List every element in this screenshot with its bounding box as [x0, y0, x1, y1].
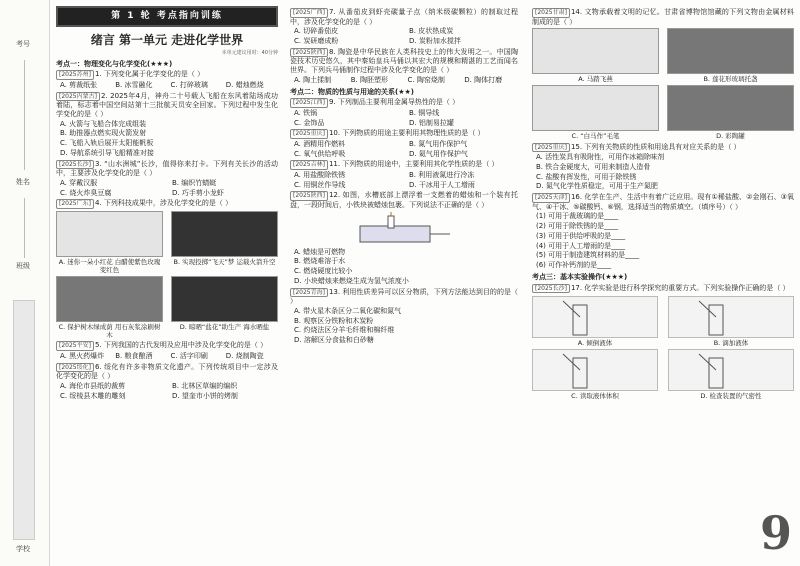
option: D. 铝制易拉罐 [409, 118, 454, 127]
option: C. 飞船入轨后展开太阳能帆板 [60, 139, 154, 147]
option: D. 陶体打磨 [464, 75, 503, 84]
answer-bracket: （ ） [98, 372, 115, 380]
question [532, 284, 794, 294]
column-2 [290, 6, 518, 562]
question [290, 98, 518, 108]
option: B. 利用液氮进行冷冻 [409, 170, 475, 179]
picture-options [532, 28, 794, 140]
question-text: 15. 下列有关物质的性质和用途具有对应关系的是 [570, 142, 725, 151]
picture-option [532, 28, 659, 83]
option: C. 陶窑烧制 [407, 75, 445, 84]
source-tag: [2025广东] [56, 199, 94, 209]
option: C. 燃烧硬度比较小 [294, 267, 353, 275]
unit-title: 绪言 第一单元 走进化学世界 [90, 33, 244, 48]
answer-bracket: （ ） [468, 129, 485, 138]
option-photo [667, 85, 794, 131]
binding-label: 班级 [16, 262, 30, 270]
source-tag: [2025苏州] [56, 70, 94, 80]
options [60, 179, 278, 198]
question-text: 2. 2025年4月，神舟二十号载人飞船在东风着陆场成功着陆，标志着中国空间站第十三批航天员安全回家。下列过程中发生化学变化的是 [56, 91, 278, 118]
binding-label: 学校 [16, 545, 30, 553]
lab-caption: D. 检查装置的气密性 [700, 392, 762, 401]
option: C. 绥棱县木雕的雕刻 [60, 391, 126, 400]
picture-option [667, 28, 794, 83]
option: C. 灼烧法区分羊毛纤维和棉纤维 [294, 326, 395, 335]
answer-bracket: （ ） [442, 98, 460, 107]
lab-caption: B. 滴加液体 [713, 339, 749, 347]
answer-bracket: （ ） [482, 160, 499, 169]
option: C. 活字印刷 [170, 351, 208, 360]
question-text: 10. 下列物质的用途主要利用其物理性质的是 [328, 129, 469, 138]
option-caption: C. 保护树木绿成荫 用石灰浆涂刷树木 [58, 323, 161, 340]
option: B. 皮状热成炭 [409, 27, 454, 36]
question-text: 3. “山水洲城”长沙，值得你来打卡。下列有关长沙的活动中，主要涉及化学变化的是 [56, 159, 278, 177]
option-caption: A. 马踏飞燕 [578, 75, 613, 84]
option-caption: B. 莲花形玻璃托盏 [703, 75, 758, 84]
options [60, 81, 278, 90]
option: A. 带火星木条区分二氧化碳和氮气 [294, 306, 402, 315]
question-text: 6. 绥化有许多非物质文化遗产。下列传统项目中一定涉及化学变化的是 [56, 362, 278, 380]
answer-bracket: （ ） [472, 200, 489, 209]
binding-label: 考号 [16, 40, 30, 48]
option-caption: C. “白马作”毛笔 [571, 132, 620, 141]
answer-bracket: （ ） [773, 283, 790, 292]
options [60, 352, 278, 361]
option: D. 导航系统引导飞船精准对接 [60, 148, 154, 157]
lab-operation [532, 296, 658, 347]
option: D. 炭粉加水搅拌 [409, 37, 461, 45]
options [532, 212, 794, 270]
lab-operation [668, 296, 794, 347]
picture-option [667, 85, 794, 140]
question-text: 13. 利用性质差异可以区分物质，下列方法能达到目的的是 [328, 287, 511, 296]
options [532, 153, 794, 191]
question-text: 16. 化学在生产、生活中有着广泛应用。现有①稀盐酸、②金刚石、③氧气、④干冰、⑤碳酸钙、⑥钢，选择适当的物质填空。（填序号） [532, 193, 794, 211]
option: D. 小块蜡烛来燃烧生成为氢气浓度小 [294, 276, 409, 285]
option: D. 巧手剪小龙虾 [172, 188, 224, 197]
experiment-figure [350, 212, 460, 246]
source-tag: [2025绥化] [56, 363, 94, 373]
options [294, 140, 518, 159]
lab-caption: C. 读取液体体积 [571, 392, 619, 401]
option-photo [56, 211, 163, 257]
column-3-content [532, 8, 794, 400]
option: C. 用铜丝作导线 [294, 180, 346, 189]
picture-option [171, 211, 278, 274]
lab-apparatus-svg [533, 350, 657, 390]
option: B. 铜导线 [409, 108, 440, 117]
source-tag: [2025平安] [56, 341, 94, 351]
source-tag: [2025长沙] [56, 160, 94, 170]
option: B. 陶胚塑形 [350, 75, 389, 84]
option: (2) 可用于除铁锈的是____ [536, 222, 619, 230]
lab-diagram [532, 349, 658, 391]
source-tag: [2025长沙] [532, 284, 570, 294]
option: C. 打碎玻璃 [170, 80, 208, 89]
option: A. 陶土揉制 [294, 75, 332, 84]
source-tag: [2025青海] [290, 288, 328, 298]
answer-bracket: （ ） [290, 287, 518, 305]
option: C. 烧火炸臭豆腐 [60, 188, 112, 197]
question [56, 341, 278, 351]
question-text: 9. 下列制品主要利用金属导热性的是 [328, 98, 443, 107]
time-note: 本单元建议用时：40分钟 [221, 50, 278, 57]
answer-bracket: （ ） [360, 17, 377, 26]
question [290, 8, 518, 26]
lab-diagram [668, 296, 794, 338]
option: A. 用盐酸除铁锈 [294, 170, 346, 179]
lab-operations [532, 296, 794, 400]
source-tag: [2025广西] [290, 8, 328, 18]
option-photo [532, 28, 659, 74]
answer-bracket: （ ） [437, 66, 454, 74]
options [60, 382, 278, 401]
option: A. 剪裁纸张 [60, 80, 98, 89]
option-caption: D. 彩陶罐 [716, 132, 745, 141]
option: A. 穿戴汉服 [60, 178, 98, 187]
binding-label: 姓名 [16, 178, 30, 186]
option-caption: B. 实现投掷“飞天”梦 运载火箭升空 [173, 257, 276, 266]
option: A. 火箭与飞船合体完成组装 [60, 119, 147, 128]
option: A. 酒精用作燃料 [294, 139, 346, 148]
option-photo [56, 276, 163, 322]
section-heading: 考点二：物质的性质与用途的关系(★★) [290, 87, 414, 96]
column-2-content [290, 8, 518, 345]
binding-margin [0, 0, 50, 566]
question [56, 160, 278, 178]
column-3 [532, 6, 794, 562]
answer-bracket: （ ） [729, 202, 743, 211]
question-text: 11. 下列物质的用途中，主要利用其化学性质的是 [328, 160, 483, 169]
question [290, 129, 518, 139]
binding-stripe [13, 300, 35, 540]
option: (5) 可用于制造建筑材料的是____ [536, 251, 640, 260]
question-text: 8. 陶瓷是中华民族在人类科技史上的伟大发明之一。中国陶瓷技术历史悠久，其中秦始皇兵马俑以其宏大的规模和精湛的工艺而闻名世界。下列兵马俑制作过程中涉及化学变化的是 [290, 47, 518, 74]
option-photo [171, 211, 278, 257]
page-number: 9 [759, 505, 792, 560]
source-tag: [2025江西] [290, 98, 328, 108]
question-text: 17. 化学实验是进行科学探究的重要方式。下列实验操作正确的是 [570, 283, 774, 292]
lab-diagram [532, 296, 658, 338]
question [290, 288, 518, 306]
option: A. 黑火药爆炸 [60, 351, 105, 360]
option: A. 蜡烛是可燃物 [294, 247, 346, 256]
answer-bracket: （ ） [560, 17, 577, 26]
options [290, 307, 518, 345]
option: (6) 可作补钙剂的是____ [536, 261, 612, 269]
question [56, 70, 278, 80]
question [290, 160, 518, 170]
section-heading: 考点一：物理变化与化学变化(★★★) [56, 59, 173, 68]
lab-apparatus-svg [669, 350, 793, 390]
question [290, 191, 518, 209]
lab-caption: A. 倾倒液体 [577, 339, 613, 347]
picture-option [56, 276, 163, 339]
option: D. 蜡烛燃烧 [225, 80, 264, 89]
source-tag: [2025甘肃] [532, 8, 570, 18]
option: C. 炭研磨成粉 [294, 37, 339, 45]
question-text: 1. 下列变化属于化学变化的是 [94, 70, 188, 79]
option: D. 氦气用作保护气 [409, 149, 468, 158]
source-tag: [2025重庆] [532, 143, 570, 153]
binding-line [24, 60, 25, 170]
question [56, 363, 278, 381]
option-caption: A. 迷你一朵小红花 白醋使紫色玫瑰变红色 [58, 257, 161, 274]
option: B. 铁合金硬度大，可用来制造人造骨 [536, 162, 651, 171]
option: D. 溶解区分食盐和白砂糖 [294, 336, 374, 344]
option-photo [532, 85, 659, 131]
option: B. 观察区分铁粉和木炭粉 [294, 316, 374, 325]
answer-bracket: （ ） [91, 109, 108, 118]
option: A. 活性炭具有吸附性，可用作冰箱除味剂 [536, 153, 665, 161]
options [294, 109, 518, 128]
picture-option [171, 276, 278, 339]
question [56, 199, 278, 209]
source-tag: [2025天津] [532, 193, 570, 203]
source-tag: [2025陕西] [290, 191, 328, 201]
binding-line [24, 198, 25, 258]
question [532, 193, 794, 211]
lab-operation [532, 349, 658, 400]
source-tag: [2025吉林] [290, 160, 328, 170]
question [532, 8, 794, 26]
option: D. 望奎市小饼的烤制 [172, 391, 238, 400]
answer-bracket: （ ） [215, 199, 233, 208]
column-1 [56, 6, 278, 562]
options [290, 248, 518, 286]
answer-bracket: （ ） [724, 142, 741, 151]
question [56, 92, 278, 119]
question [290, 48, 518, 75]
option: C. 盐酸有挥发性，可用于除铁锈 [536, 172, 637, 181]
option-photo [171, 276, 278, 322]
option-photo [667, 28, 794, 74]
candle-figure-svg [350, 212, 460, 246]
options [294, 76, 518, 85]
option: B. 编织竹蜻蜓 [172, 178, 217, 187]
picture-options [56, 211, 278, 340]
chapter-banner: 第 1 轮 考点指向训练 [56, 6, 278, 27]
lab-apparatus-svg [533, 297, 657, 337]
option: A. 海伦市县纸的裁剪 [60, 381, 126, 390]
option: D. 烧制陶瓷 [225, 351, 264, 360]
source-tag: [2025内蒙古] [56, 92, 100, 102]
question-text: 12. 如图，水槽底部上漂浮着一支燃着的蜡烛和一个装有托盘，一段时间后，小铁块被蜡烛包裹。下列说法不正确的是 [290, 191, 518, 209]
lab-diagram [668, 349, 794, 391]
answer-bracket: （ ） [140, 169, 157, 177]
lab-operation [668, 349, 794, 400]
options [56, 120, 278, 158]
option: D. 干冰用于人工增雨 [409, 180, 475, 189]
option: B. 燃烧难溶于水 [294, 257, 346, 266]
column-1-content [56, 60, 278, 401]
option-caption: D. 晾晒“盐花”助生产 海水晒盐 [179, 323, 270, 331]
option: B. 氮气用作保护气 [409, 139, 468, 148]
option: (4) 可用于人工增雨的是____ [536, 241, 626, 250]
answer-bracket: （ ） [187, 70, 205, 79]
source-tag: [2025重庆] [290, 129, 328, 139]
option: C. 金饰品 [294, 118, 325, 127]
option: A. 铁锅 [294, 108, 318, 117]
options [294, 171, 518, 190]
picture-option [56, 211, 163, 274]
option: B. 冰雪融化 [115, 80, 153, 89]
options [294, 27, 518, 46]
answer-bracket: （ ） [250, 341, 268, 350]
question-text: 7. 从番茄皮到虾壳碳量子点（纳米级碳颗粒）的制取过程中，涉及化学变化的是 [290, 8, 518, 26]
option: (3) 可用于供给呼吸的是____ [536, 231, 626, 240]
question-text: 5. 下列我国的古代发明及应用中涉及化学变化的是 [94, 341, 251, 350]
option: B. 助推器点燃实现火箭发射 [60, 129, 147, 138]
question [532, 143, 794, 153]
question-text: 14. 文物承载着文明的记忆。甘肃省博物馆馆藏的下列文物由金属材料制成的是 [532, 8, 794, 26]
option: B. 粮食酿酒 [115, 351, 153, 360]
source-tag: [2025陕西] [290, 48, 328, 58]
section-heading: 考点三：基本实验操作(★★★) [532, 272, 628, 281]
option: B. 北林区草编的编织 [172, 381, 238, 390]
question-text: 4. 下列科技成果中，涉及化学变化的是 [94, 199, 216, 208]
option: A. 切碎番茄皮 [294, 27, 339, 36]
option: C. 氧气供给呼吸 [294, 149, 346, 158]
option: (1) 可用于裁玻璃的是____ [536, 212, 619, 221]
lab-apparatus-svg [669, 297, 793, 337]
option: D. 氮气化学性质稳定，可用于生产氮肥 [536, 182, 658, 191]
picture-option [532, 85, 659, 140]
